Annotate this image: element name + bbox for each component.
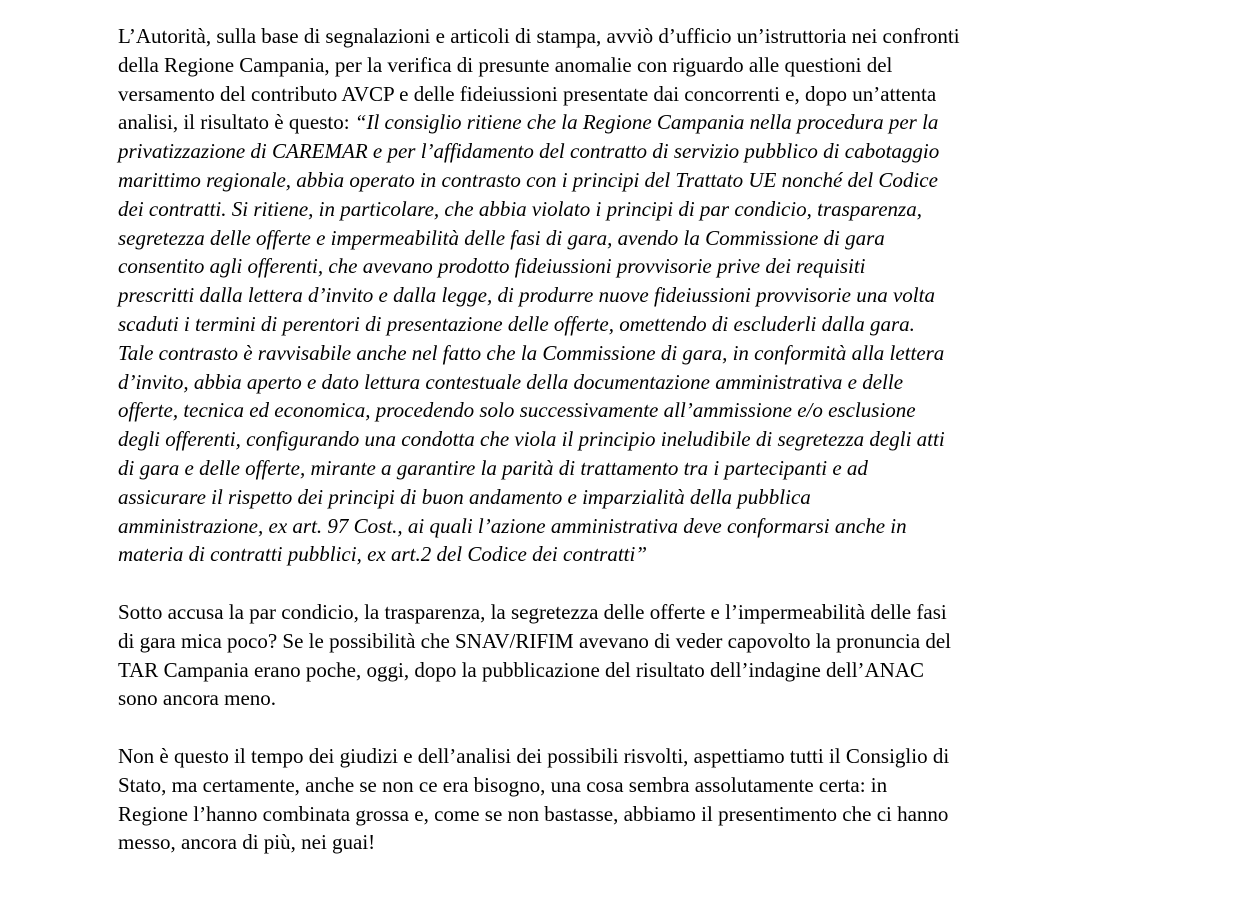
text-line <box>118 108 1128 137</box>
text-line <box>118 22 1128 51</box>
text-line <box>118 425 1128 454</box>
body-text: di gara mica poco? Se le possibilità che SNAV/RIFIM avevano di veder capovolto la pronuncia del <box>118 628 951 653</box>
body-text: Non è questo il tempo dei giudizi e dell’analisi dei possibili risvolti, aspettiamo tutti il Consiglio di <box>118 743 950 768</box>
quoted-text: dei contratti. Si ritiene, in particolare, che abbia violato i principi di par condicio, trasparenza, <box>118 196 922 221</box>
quoted-text: assicurare il rispetto dei principi di buon andamento e imparzialità della pubblica <box>118 484 811 509</box>
text-line <box>118 80 1128 109</box>
text-line <box>118 252 1128 281</box>
body-text: versamento del contributo AVCP e delle fideiussioni presentate dai concorrenti e, dopo un’attenta <box>118 81 937 106</box>
body-text: sono ancora meno. <box>118 686 277 711</box>
text-line <box>118 627 1128 656</box>
text-line <box>118 339 1128 368</box>
quoted-text: Tale contrasto è ravvisabile anche nel fatto che la Commissione di gara, in conformità alla lettera <box>118 340 945 365</box>
text-line <box>118 771 1128 800</box>
body-text: messo, ancora di più, nei guai! <box>118 830 376 855</box>
text-line <box>118 51 1128 80</box>
text-line <box>118 396 1128 425</box>
text-line <box>118 828 1128 857</box>
quoted-text: degli offerenti, configurando una condotta che viola il principio ineludibile di segretezza degli atti <box>118 427 945 452</box>
text-line <box>118 224 1128 253</box>
body-text: Regione l’hanno combinata grossa e, come se non bastasse, abbiamo il presentimento che ci hanno <box>118 801 949 826</box>
text-line <box>118 512 1128 541</box>
quoted-text: consentito agli offerenti, che avevano prodotto fideiussioni provvisorie prive dei requisiti <box>118 254 866 279</box>
text-line <box>118 684 1128 713</box>
quoted-text: amministrazione, ex art. 97 Cost., ai quali l’azione amministrativa deve conformarsi anche in <box>118 513 907 538</box>
quoted-text: segretezza delle offerte e impermeabilità delle fasi di gara, avendo la Commissione di gara <box>118 225 885 250</box>
paragraph-1 <box>118 22 1128 569</box>
body-text: Sotto accusa la par condicio, la trasparenza, la segretezza delle offerte e l’impermeabilità delle fasi <box>118 599 947 624</box>
document-page <box>118 22 1128 886</box>
quoted-text: privatizzazione di CAREMAR e per l’affidamento del contratto di servizio pubblico di cabotaggio <box>118 139 940 164</box>
quoted-text: “Il consiglio ritiene che la Regione Campania nella procedura per la <box>354 110 939 135</box>
quoted-text: scaduti i termini di perentori di presentazione delle offerte, omettendo di escluderli dalla gara. <box>118 311 915 336</box>
body-text: Stato, ma certamente, anche se non ce era bisogno, una cosa sembra assolutamente certa: in <box>118 772 888 797</box>
text-line <box>118 656 1128 685</box>
text-line <box>118 137 1128 166</box>
text-line <box>118 540 1128 569</box>
paragraph-2 <box>118 598 1128 713</box>
paragraph-3 <box>118 742 1128 857</box>
text-line <box>118 166 1128 195</box>
text-line <box>118 195 1128 224</box>
body-text: TAR Campania erano poche, oggi, dopo la pubblicazione del risultato dell’indagine dell’ANAC <box>118 657 925 682</box>
text-line <box>118 368 1128 397</box>
text-line <box>118 281 1128 310</box>
quoted-text: d’invito, abbia aperto e dato lettura contestuale della documentazione amministrativa e delle <box>118 369 904 394</box>
body-text: L’Autorità, sulla base di segnalazioni e articoli di stampa, avviò d’ufficio un’istruttoria nei confronti <box>118 24 960 48</box>
quoted-text: prescritti dalla lettera d’invito e dalla legge, di produrre nuove fideiussioni provvisorie una volta <box>118 283 935 308</box>
text-line <box>118 800 1128 829</box>
quoted-text: offerte, tecnica ed economica, procedendo solo successivamente all’ammissione e/o esclusione <box>118 398 916 423</box>
text-line <box>118 310 1128 339</box>
quoted-text: marittimo regionale, abbia operato in contrasto con i principi del Trattato UE nonché del Codice <box>118 167 938 192</box>
quoted-text: materia di contratti pubblici, ex art.2 del Codice dei contratti” <box>118 542 648 567</box>
text-line <box>118 454 1128 483</box>
text-line <box>118 742 1128 771</box>
text-line <box>118 598 1128 627</box>
body-text: analisi, il risultato è questo: <box>118 110 355 135</box>
body-text: della Regione Campania, per la verifica di presunte anomalie con riguardo alle questioni del <box>118 52 893 77</box>
text-line <box>118 483 1128 512</box>
quoted-text: di gara e delle offerte, mirante a garantire la parità di trattamento tra i partecipanti e ad <box>118 455 868 480</box>
